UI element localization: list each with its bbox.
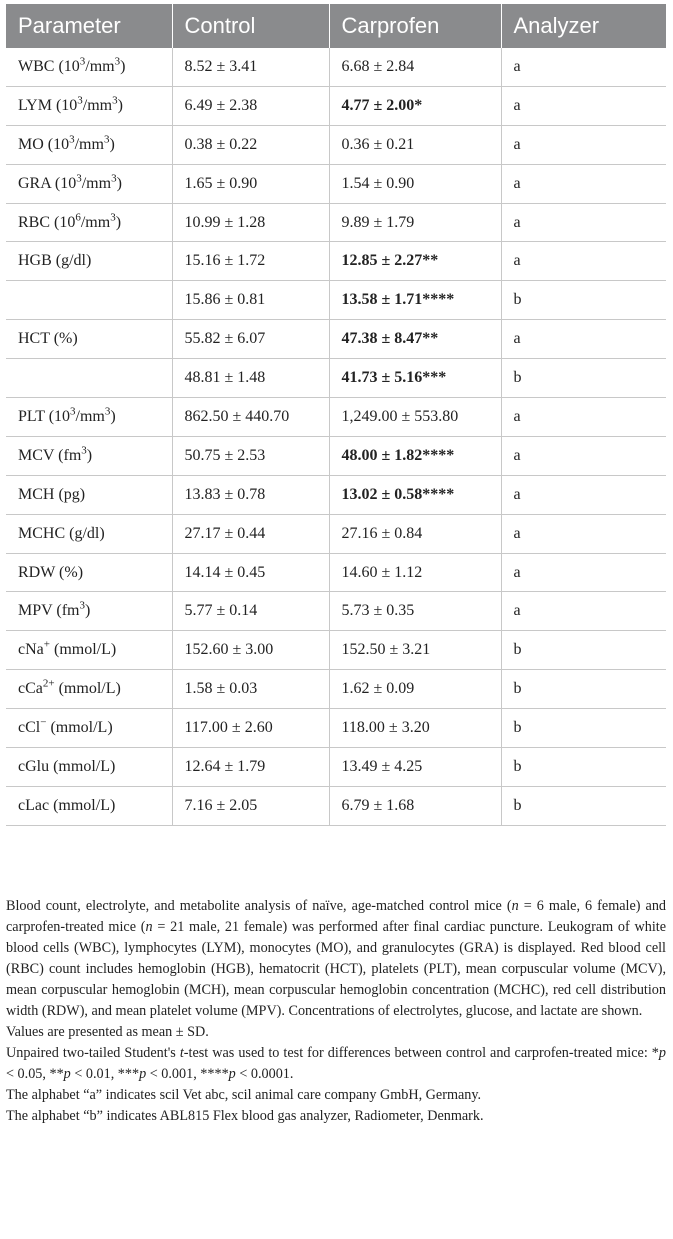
parameter-text: HCT (%) (18, 330, 78, 348)
parameter-text: ) (86, 446, 93, 464)
cell-control: 8.52 ± 3.41 (172, 48, 329, 86)
parameter-superscript: 3 (76, 172, 82, 185)
cell-analyzer: b (501, 359, 666, 398)
cell-control: 12.64 ± 1.79 (172, 748, 329, 787)
parameter-text: cLac (mmol/L) (18, 796, 116, 814)
cell-parameter (6, 125, 172, 164)
cell-analyzer: a (501, 320, 666, 359)
cell-analyzer: a (501, 48, 666, 86)
cell-analyzer: b (501, 670, 666, 709)
parameter-text: RBC (10 (18, 213, 76, 231)
parameter-superscript: 3 (110, 211, 116, 224)
carprofen-value: 0.36 ± 0.21 (341, 135, 415, 153)
cell-analyzer: a (501, 203, 666, 242)
cell-parameter (6, 48, 172, 86)
table-row (6, 86, 666, 125)
cell-control: 5.77 ± 0.14 (172, 592, 329, 631)
parameter-superscript: 3 (77, 94, 83, 107)
parameter-superscript: 3 (69, 133, 75, 146)
cell-parameter (6, 748, 172, 787)
header-carprofen: Carprofen (329, 4, 501, 48)
cell-carprofen (329, 748, 501, 787)
footnote-italic-p: p (658, 1045, 666, 1061)
cell-control: 152.60 ± 3.00 (172, 631, 329, 670)
footnote-text: < 0.001, **** (146, 1066, 229, 1082)
table-row (6, 203, 666, 242)
cell-parameter (6, 592, 172, 631)
table-row (6, 709, 666, 748)
carprofen-value: 47.38 ± 8.47 (341, 330, 423, 348)
header-analyzer: Analyzer (501, 4, 666, 48)
cell-analyzer: a (501, 125, 666, 164)
parameter-text: /mm (74, 135, 104, 153)
header-control: Control (172, 4, 329, 48)
parameter-superscript: 3 (70, 405, 76, 418)
table-row (6, 786, 666, 825)
carprofen-value: 13.58 ± 1.71 (341, 291, 423, 309)
table-row (6, 436, 666, 475)
parameter-text: ) (116, 174, 122, 192)
parameter-text: (mmol/L) (46, 719, 113, 737)
cell-parameter (6, 359, 172, 398)
cell-control: 0.38 ± 0.22 (172, 125, 329, 164)
carprofen-value: 12.85 ± 2.27 (341, 252, 423, 270)
carprofen-value: 1.54 ± 0.90 (341, 174, 415, 192)
cell-carprofen (329, 786, 501, 825)
results-table-container (6, 4, 666, 826)
cell-analyzer: b (501, 631, 666, 670)
significance-marker: * (414, 96, 423, 114)
parameter-text: WBC (10 (18, 57, 80, 75)
cell-analyzer: a (501, 242, 666, 281)
cell-control: 14.14 ± 0.45 (172, 553, 329, 592)
cell-analyzer: b (501, 709, 666, 748)
cell-parameter (6, 670, 172, 709)
significance-marker: *** (422, 369, 447, 387)
footnote-italic-n: n (511, 898, 519, 914)
parameter-text: ) (115, 213, 122, 231)
cell-carprofen (329, 359, 501, 398)
table-row (6, 164, 666, 203)
parameter-text: (mmol/L) (54, 680, 121, 698)
footnote-text: < 0.0001. (235, 1066, 294, 1082)
table-body (6, 48, 666, 825)
cell-carprofen (329, 631, 501, 670)
cell-parameter (6, 320, 172, 359)
parameter-superscript: 3 (79, 55, 86, 68)
parameter-text: MO (10 (18, 135, 70, 153)
parameter-superscript: 3 (79, 600, 85, 613)
parameter-text: RDW (%) (18, 563, 84, 581)
cell-control: 7.16 ± 2.05 (172, 786, 329, 825)
cell-analyzer: a (501, 436, 666, 475)
footnote-statistics (6, 1043, 666, 1085)
carprofen-value: 4.77 ± 2.00 (341, 96, 415, 114)
cell-analyzer: b (501, 281, 666, 320)
parameter-text: ) (109, 135, 115, 153)
footnote-italic-n: n (145, 919, 153, 935)
table-row (6, 670, 666, 709)
cell-parameter (6, 709, 172, 748)
cell-analyzer: a (501, 86, 666, 125)
carprofen-value: 9.89 ± 1.79 (341, 213, 415, 231)
carprofen-value: 27.16 ± 0.84 (341, 524, 423, 542)
significance-marker: ** (422, 330, 439, 348)
cell-carprofen (329, 48, 501, 86)
carprofen-value: 1.62 ± 0.09 (341, 680, 415, 698)
cell-parameter (6, 203, 172, 242)
footnote-text: = 21 male, 21 female) was performed after final cardiac puncture. Leukogram of white blood cells (WBC), lymphocytes (LYM), monocytes (MO), and granulocytes (GRA) is displayed. Red blood cell (RBC) count includes hemoglobin (HGB), hematocrit (HCT), platelets (PLT), mean corpuscular volume (MCV), mean corpuscular hemoglobin (MCH), mean corpuscular hemoglobin concentration (MCHC), red cell distribution width (RDW), and mean platelet volume (MPV). Concentrations of electrolytes, glucose, and lactate are shown. (6, 919, 666, 1019)
carprofen-value: 13.49 ± 4.25 (341, 757, 423, 775)
cell-parameter (6, 475, 172, 514)
parameter-text: LYM (10 (18, 96, 78, 114)
cell-analyzer: a (501, 475, 666, 514)
cell-carprofen (329, 436, 501, 475)
carprofen-value: 13.02 ± 0.58 (341, 485, 423, 503)
cell-control: 1.65 ± 0.90 (172, 164, 329, 203)
parameter-text: cCa (18, 680, 43, 698)
carprofen-value: 14.60 ± 1.12 (341, 563, 423, 581)
footnote-text: Blood count, electrolyte, and metabolite analysis of naïve, age-matched control mice ( (6, 898, 512, 914)
cell-parameter (6, 631, 172, 670)
blood-parameters-table (6, 4, 666, 826)
parameter-text: (mmol/L) (49, 641, 117, 659)
cell-control: 6.49 ± 2.38 (172, 86, 329, 125)
cell-control: 15.86 ± 0.81 (172, 281, 329, 320)
carprofen-value: 48.00 ± 1.82 (341, 446, 423, 464)
parameter-superscript: − (40, 716, 47, 729)
parameter-superscript: 3 (111, 172, 117, 185)
cell-control: 15.16 ± 1.72 (172, 242, 329, 281)
carprofen-value: 152.50 ± 3.21 (341, 641, 431, 659)
footnote-description (6, 896, 666, 1022)
cell-parameter (6, 398, 172, 437)
table-row (6, 748, 666, 787)
table-row (6, 320, 666, 359)
cell-analyzer: a (501, 592, 666, 631)
table-row (6, 553, 666, 592)
parameter-text: MPV (fm (18, 602, 80, 620)
cell-parameter (6, 281, 172, 320)
cell-analyzer: a (501, 164, 666, 203)
table-row (6, 592, 666, 631)
cell-carprofen (329, 320, 501, 359)
cell-parameter (6, 164, 172, 203)
footnote-text: < 0.01, *** (70, 1066, 140, 1082)
parameter-text: ) (117, 96, 123, 114)
cell-parameter (6, 786, 172, 825)
parameter-superscript: 3 (81, 444, 87, 457)
parameter-text: cCl (18, 719, 41, 737)
footnote-italic-p: p (63, 1066, 71, 1082)
parameter-text: cNa (18, 641, 44, 659)
cell-analyzer: b (501, 748, 666, 787)
parameter-text: /mm (82, 96, 113, 114)
cell-carprofen (329, 86, 501, 125)
parameter-text: HGB (g/dl) (18, 252, 92, 270)
cell-carprofen (329, 670, 501, 709)
footnote-text: < 0.05, ** (6, 1066, 64, 1082)
cell-control: 55.82 ± 6.07 (172, 320, 329, 359)
parameter-text: cGlu (mmol/L) (18, 757, 116, 775)
parameter-text: GRA (10 (18, 174, 77, 192)
cell-parameter (6, 242, 172, 281)
parameter-text: ) (110, 407, 116, 425)
parameter-text: ) (120, 57, 126, 75)
cell-analyzer: a (501, 398, 666, 437)
table-row (6, 48, 666, 86)
cell-carprofen (329, 164, 501, 203)
parameter-text: PLT (10 (18, 407, 71, 425)
significance-marker: **** (422, 485, 455, 503)
cell-carprofen (329, 592, 501, 631)
parameter-superscript: 3 (104, 405, 111, 418)
cell-control: 27.17 ± 0.44 (172, 514, 329, 553)
carprofen-value: 41.73 ± 5.16 (341, 369, 423, 387)
footnote-italic-p: p (139, 1066, 147, 1082)
parameter-superscript: + (43, 638, 50, 651)
cell-carprofen (329, 709, 501, 748)
significance-marker: **** (422, 291, 455, 309)
table-row (6, 398, 666, 437)
cell-parameter (6, 436, 172, 475)
footnote-values: Values are presented as mean ± SD. (6, 1024, 209, 1040)
cell-parameter (6, 514, 172, 553)
table-header-row (6, 4, 666, 48)
significance-marker: **** (422, 446, 455, 464)
footnote-text: Unpaired two-tailed Student's (6, 1045, 180, 1061)
carprofen-value: 6.79 ± 1.68 (341, 796, 415, 814)
cell-control: 1.58 ± 0.03 (172, 670, 329, 709)
cell-carprofen (329, 242, 501, 281)
footnote-italic-t: t (179, 1045, 184, 1061)
parameter-text: MCH (pg) (18, 485, 86, 503)
cell-control: 13.83 ± 0.78 (172, 475, 329, 514)
table-row (6, 242, 666, 281)
cell-carprofen (329, 514, 501, 553)
carprofen-value: 1,249.00 ± 553.80 (341, 407, 459, 425)
table-row (6, 475, 666, 514)
table-row (6, 281, 666, 320)
cell-analyzer: a (501, 514, 666, 553)
parameter-superscript: 3 (114, 55, 121, 68)
footnote-analyzer-b: The alphabet “b” indicates ABL815 Flex blood gas analyzer, Radiometer, Denmark. (6, 1108, 484, 1124)
cell-control: 48.81 ± 1.48 (172, 359, 329, 398)
cell-control: 50.75 ± 2.53 (172, 436, 329, 475)
carprofen-value: 5.73 ± 0.35 (341, 602, 415, 620)
parameter-superscript: 6 (75, 211, 81, 224)
cell-parameter (6, 86, 172, 125)
parameter-text: /mm (85, 57, 115, 75)
cell-carprofen (329, 475, 501, 514)
header-parameter: Parameter (6, 4, 172, 48)
parameter-text: /mm (80, 213, 111, 231)
cell-analyzer: b (501, 786, 666, 825)
cell-control: 862.50 ± 440.70 (172, 398, 329, 437)
table-row (6, 125, 666, 164)
parameter-text: MCHC (g/dl) (18, 524, 105, 542)
table-row (6, 514, 666, 553)
cell-carprofen (329, 553, 501, 592)
parameter-text: /mm (81, 174, 112, 192)
table-footnotes (6, 896, 666, 1127)
carprofen-value: 6.68 ± 2.84 (341, 57, 415, 75)
footnote-text: -test was used to test for differences between control and carprofen-treated mice: * (183, 1045, 659, 1061)
cell-carprofen (329, 125, 501, 164)
parameter-superscript: 3 (103, 133, 110, 146)
cell-carprofen (329, 398, 501, 437)
footnote-text: = 6 male, 6 female) and carprofen-treated mice ( (6, 898, 667, 935)
carprofen-value: 118.00 ± 3.20 (341, 719, 430, 737)
parameter-text: ) (85, 602, 91, 620)
parameter-text: /mm (75, 407, 105, 425)
table-row (6, 359, 666, 398)
cell-carprofen (329, 203, 501, 242)
parameter-text: MCV (fm (18, 446, 82, 464)
cell-parameter (6, 553, 172, 592)
cell-control: 117.00 ± 2.60 (172, 709, 329, 748)
cell-analyzer: a (501, 553, 666, 592)
parameter-superscript: 3 (112, 94, 118, 107)
cell-carprofen (329, 281, 501, 320)
footnote-italic-p: p (228, 1066, 236, 1082)
table-row (6, 631, 666, 670)
significance-marker: ** (422, 252, 439, 270)
footnote-analyzer-a: The alphabet “a” indicates scil Vet abc, scil animal care company GmbH, Germany. (6, 1087, 482, 1103)
cell-control: 10.99 ± 1.28 (172, 203, 329, 242)
parameter-superscript: 2+ (42, 677, 55, 690)
